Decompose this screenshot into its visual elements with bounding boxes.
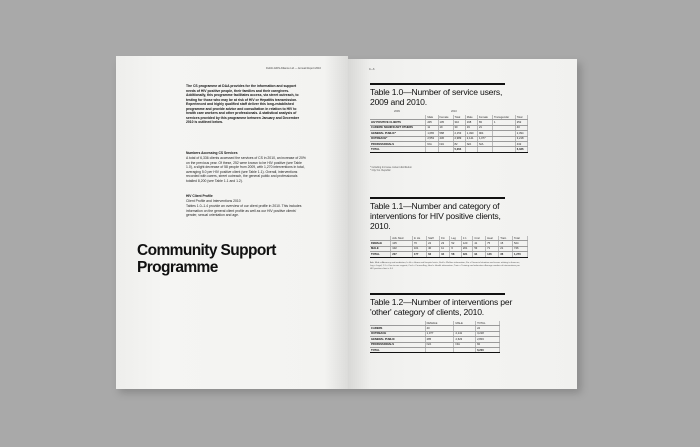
row-label: OUTREACH [370,331,425,336]
row-label: HIV POSITIVE CLIENTS [370,120,426,125]
table-cell: 40 [427,246,440,251]
table-1 [370,115,528,153]
row-label: PROFESSIONALS [370,141,426,146]
column-header: Leg [450,236,461,241]
table-1-year-2009: 2009 [394,110,400,113]
table-cell [454,347,476,352]
table-cell: 52 [450,241,461,246]
table-cell: 321 [461,252,472,257]
column-header: Transgender [492,115,515,120]
table-1-year-2010: 2010 [451,110,457,113]
table-cell: 23 [440,241,450,246]
page-number: 0—6 [369,68,375,71]
section-heading-profile: HIV Client Profile [186,194,213,198]
table-cell: 102 [391,246,413,251]
column-header: Adv. Med [391,236,413,241]
table-cell: 524 [513,241,528,246]
row-label: GENERAL PUBLIC* [370,131,426,136]
table-cell: 62 [427,252,440,257]
running-header: Dublin AIDS Alliance Ltd — Annual Report 2010 [266,67,321,70]
table-cell: 6,200 [476,347,500,352]
table-cell: 105 [391,241,413,246]
table-row [370,252,528,257]
table-cell: 76 [412,241,426,246]
table-cell [465,147,477,152]
table-cell: 30 [453,125,465,130]
table-cell: N/A [454,342,476,347]
table-3-title: Table 1.2—Number of interventions per 'other' category of clients, 2010. [370,297,513,317]
table-cell: 146 [486,252,499,257]
table-1-notes [370,166,490,172]
row-label: CARERS [370,326,425,331]
column-header: Fin [440,236,450,241]
section-text-profile: Tables 1.0–1.4 provide an overview of our client profile in 2010. This includes information on the general client profile as well as our HIV positive clients' gender, sexual orientation and age. [186,204,302,217]
table-cell: 21 [477,125,492,130]
left-page [116,56,348,389]
table-cell: 1,490 [465,131,477,136]
row-label: FEMALE [370,241,391,246]
table-cell: 71 [486,246,499,251]
table-cell: 41 [473,241,486,246]
table-cell: 1,270 [513,252,528,257]
table-cell: 436 [438,136,453,141]
table-cell: 205 [426,120,438,125]
table-cell: 36 [499,252,513,257]
row-label: CARERS/ SIGNIFICANT OTHERS [370,125,426,130]
table-cell: 19 [438,125,453,130]
table-cell: 22 [427,241,440,246]
right-page [348,59,577,389]
table-cell: 34 [440,252,450,257]
column-header: Cnsl [473,236,486,241]
table-cell: 746 [513,246,528,251]
table-cell: 58 [450,252,461,257]
table-cell: 3,218 [515,136,527,141]
table-cell: 310 [453,120,465,125]
table-cell: 2,553 [426,136,438,141]
table-1-title: Table 1.0—Number of service users, 2009 and 2010. [370,87,503,107]
table-cell: 177 [412,252,426,257]
table-cell: 2,141 [465,136,477,141]
table-cell: 101 [412,246,426,251]
table-row [370,147,528,152]
table-cell: 83 [477,120,492,125]
table-cell: N/A [425,342,454,347]
table-cell: 1,077 [477,136,492,141]
row-label: TOTAL [370,147,426,152]
table-cell: 1 [492,120,515,125]
section-heading-numbers: Numbers Accessing CS Services [186,151,238,155]
table-cell: 2,153 [453,131,465,136]
section-subheading-profile: Client Profile and Interventions 2010 [186,199,241,203]
table-cell: 15 [499,241,513,246]
column-header: Total [453,115,465,120]
page-title [137,242,276,276]
row-label: TOTAL [370,252,391,257]
table-cell: 82 [453,141,465,146]
table-cell [477,147,492,152]
table-row [370,347,500,352]
table-cell: N/A [477,141,492,146]
column-header: Staff [427,236,440,241]
table-cell: 2,803 [476,337,500,342]
table-cell [438,147,453,152]
table-cell: 40 [425,326,454,331]
column-header: Male [426,115,438,120]
table-cell [426,147,438,152]
table-cell: 120 [461,241,472,246]
table-cell: 2,394 [515,131,527,136]
table-1-note-2: * City/ Co. Republic [370,169,391,173]
table-cell: 2,623 [454,337,476,342]
table-cell: 40 [515,125,527,130]
column-header: Heal [486,236,499,241]
table-cell: 75 [486,241,499,246]
column-header: 1:1 [461,236,472,241]
table-cell: N/A [438,141,453,146]
table-cell: 6,336 [515,147,527,152]
table-cell: 1,077 [425,331,454,336]
table-2-notes: Adv. Med = Advocacy and mediation; In Hs = Home and hospital visits; Staff = Welfare information; Fin = Financial situation and issues relating to finances; Leg = Legal; 1:1 = One-to-one support; Cnsl = Counselling; Heal = Health information; Train = Training and education. Average number of interventions per HIV positive client = 5.0 [370,262,520,270]
table-cell: 105 [438,120,453,125]
table-cell: 3,218 [476,331,500,336]
page-title-line-1: Community Support [137,242,276,259]
column-header: MALE [454,321,476,326]
table-cell: 19 [465,125,477,130]
table-cell [425,347,454,352]
column-header: Female [477,115,492,120]
table-cell: 11 [426,125,438,130]
page-title-line-2: Programme [137,259,218,276]
table-cell: 285 [425,337,454,342]
row-label: TOTAL [370,347,425,352]
column-header: Female [438,115,453,120]
column-header: Male [465,115,477,120]
table-cell: 1,665 [426,131,438,136]
table-cell: 2,141 [454,331,476,336]
table-cell: N/A [465,141,477,146]
table-1-note-1: * Including In-house content distribution [370,166,412,169]
table-cell: 21 [499,246,513,251]
table-1-rule [370,83,505,85]
column-header: FEMALE [425,321,454,326]
table-cell: 904 [477,131,492,136]
table-2 [370,236,528,258]
table-cell: 2,989 [453,136,465,141]
row-label: MALE [370,246,391,251]
column-header: Total [515,115,527,120]
table-cell: 5,264 [453,147,465,152]
intro-paragraph: The CS programme at DAA provides for the information and support needs of HIV positive people, their families and their caregivers. Additionally, this programme facilitates access, via street outreach, to testing for those who may be at risk of HIV or Hepatitis transmission. Experienced and highly qualified staff deliver this long-established programme and provide advice and consultation in relation to HIV to health care workers and other professionals. A statistical analysis of services provided by this programme between January and December 2010 is outlined below. [186,84,300,124]
table-3 [370,321,500,353]
row-label: GENERAL PUBLIC [370,337,425,342]
table-2-title: Table 1.1—Number and category of interventions for HIV positive clients, 2010. [370,201,501,231]
table-cell: 84 [476,342,500,347]
column-header: Total [513,236,528,241]
table-cell: 588 [438,131,453,136]
section-text-numbers: A total of 6,336 clients accessed the services of CS in 2010, an increase of 20% on the previous year. Of these, 252 were known to be HIV positive (see Table 1.0), a slight decrease of 58 people from 2009, with 1,270 interventions in total, averaging 5.0 per HIV positive client (see Table 1.1). Overall, interventions recorded with carers, street outreach, the general public and professionals totalled 8,200 (see Table 1.1 and 1.2). [186,156,306,183]
table-cell: 6 [450,246,461,251]
column-header: Train [499,236,513,241]
table-cell: 432 [515,141,527,146]
table-cell: 94 [473,252,486,257]
table-cell: 53 [473,246,486,251]
table-cell: N/A [426,141,438,146]
row-label: OUTREACH* [370,136,426,141]
column-header: In Hs [412,236,426,241]
table-cell: 168 [465,120,477,125]
table-cell: 11 [440,246,450,251]
column-header: TOTAL [476,321,500,326]
table-3-rule [370,293,505,295]
table-cell: 201 [461,246,472,251]
row-label: PROFESSIONALS [370,342,425,347]
table-2-rule [370,197,505,199]
table-cell: 252 [515,120,527,125]
table-cell [492,147,515,152]
table-cell: 24 [476,326,500,331]
table-cell: 207 [391,252,413,257]
